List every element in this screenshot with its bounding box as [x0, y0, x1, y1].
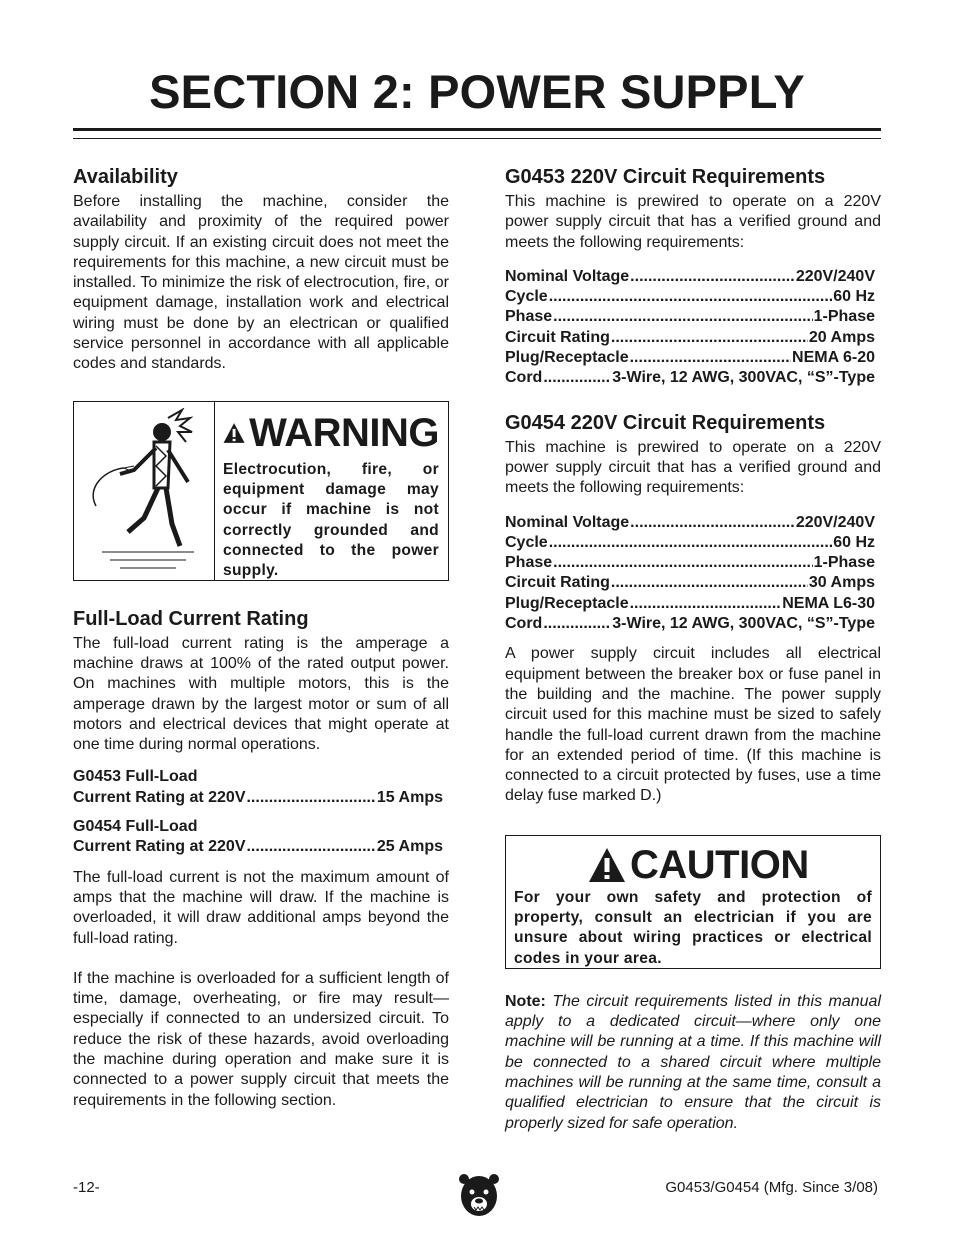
power-circuit-description: A power supply circuit includes all electrical equipment between the breaker box or fuse panel in the building and the machine. The power supply circuit used for this machine must be sized to safely handle the full-load current drawn from the machine for an extended period of time. (If this machine is connected to a circuit protected by fuses, use a time delay fuse marked D.)	[505, 645, 881, 805]
spec-row: Nominal Voltage ..... 220V/240V	[505, 513, 875, 533]
caution-text: For your own safety and protection of property, consult an electrician if you are unsure about wiring practices or electrical codes in your area.	[514, 888, 872, 967]
page-title: SECTION 2: POWER SUPPLY	[149, 65, 805, 118]
warning-triangle-icon	[223, 415, 245, 451]
spec-row: Cycle ..... 60 Hz	[505, 287, 875, 307]
g0454-full-load-title: G0454 Full-Load	[73, 818, 198, 836]
spec-row: Cycle ..... 60 Hz	[505, 533, 875, 553]
spec-row: Plug/Receptacle ..... NEMA 6-20	[505, 348, 875, 368]
warning-box	[73, 401, 449, 581]
g0453-full-load-rating: Current Rating at 220V ..... 15 Amps	[73, 788, 443, 808]
caution-box	[505, 835, 881, 969]
spec-row: Cord ..... 3-Wire, 12 AWG, 300VAC, “S”-Type	[505, 368, 875, 388]
full-load-para3: If the machine is overloaded for a sufficient length of time, damage, overheating, or fire may result—especially if connected to an undersized circuit. To reduce the risk of these hazards, avoid overloading the machine during operation and make sure it is connected to a power supply circuit that meets the requirements in the following section.	[73, 969, 449, 1109]
page-number: -12-	[73, 1179, 100, 1196]
title-rule-thick	[73, 128, 881, 131]
spec-row: Plug/Receptacle ..... NEMA L6-30	[505, 594, 875, 614]
spec-row: Cord ..... 3-Wire, 12 AWG, 300VAC, “S”-Type	[505, 614, 875, 634]
availability-body: Before installing the machine, consider the availability and proximity of the required power supply circuit. If an existing circuit does not meet the requirements for this machine, a new circuit must be installed. To minimize the risk of electrocution, fire, or equipment damage, installation work and electrical wiring must be done by an electrican or qualified service personnel in accordance with all applicable codes and standards.	[73, 193, 449, 373]
spec-row: Phase ..... 1-Phase	[505, 307, 875, 327]
g0453-spec-list	[505, 267, 875, 389]
note-paragraph	[505, 992, 881, 1134]
full-load-para2: The full-load current is not the maximum amount of amps that the machine will draw. If the machine is overloaded, it will draw additional amps beyond the full-load rating.	[73, 868, 449, 947]
g0454-spec-list	[505, 513, 875, 635]
g0453-circuit-intro: This machine is prewired to operate on a 220V power supply circuit that has a verified ground and meets the following requirements:	[505, 193, 881, 251]
spec-row: Circuit Rating ..... 30 Amps	[505, 573, 875, 593]
right-column	[505, 165, 881, 1134]
g0454-full-load-rating: Current Rating at 220V ..... 25 Amps	[73, 837, 443, 857]
title-rule-thin	[73, 138, 881, 139]
left-column	[73, 165, 449, 1111]
warning-title	[223, 412, 439, 454]
caution-triangle-icon	[588, 847, 626, 883]
warning-label: WARNING	[249, 410, 439, 455]
g0454-circuit-heading: G0454 220V Circuit Requirements	[505, 411, 826, 434]
g0454-circuit-intro: This machine is prewired to operate on a 220V power supply circuit that has a verified ground and meets the following requirements:	[505, 438, 881, 497]
electrocution-icon	[84, 408, 208, 574]
availability-heading: Availability	[73, 166, 178, 188]
model-footer: G0453/G0454 (Mfg. Since 3/08)	[665, 1179, 878, 1196]
spec-row: Nominal Voltage ..... 220V/240V	[505, 267, 875, 287]
caution-label: CAUTION	[630, 842, 809, 887]
bear-logo-icon	[458, 1170, 500, 1218]
full-load-heading: Full-Load Current Rating	[73, 607, 309, 630]
full-load-intro: The full-load current rating is the amperage a machine draws at 100% of the rated output power. On machines with multiple motors, this is the amperage drawn by the largest motor or sum of all motors and electrical devices that might operate at one time during normal operations.	[73, 634, 449, 754]
note-lead: Note:	[505, 992, 546, 1010]
g0453-full-load-title: G0453 Full-Load	[73, 768, 198, 786]
warning-divider	[214, 402, 215, 580]
note-text: The circuit requirements listed in this manual apply to a dedicated circuit—where only one machine will be running at a time. If this machine will be connected to a shared circuit where multiple machines will be running at the same time, consult a qualified electrician to ensure that the circuit is properly sized for safe operation.	[505, 992, 882, 1132]
spec-row: Circuit Rating ..... 20 Amps	[505, 328, 875, 348]
g0453-circuit-heading: G0453 220V Circuit Requirements	[505, 166, 826, 188]
warning-text: Electrocution, fire, or equipment damage may occur if machine is not correctly grounded and connected to the power supply.	[223, 460, 439, 580]
caution-title	[514, 844, 872, 886]
spec-row: Phase ..... 1-Phase	[505, 553, 875, 573]
